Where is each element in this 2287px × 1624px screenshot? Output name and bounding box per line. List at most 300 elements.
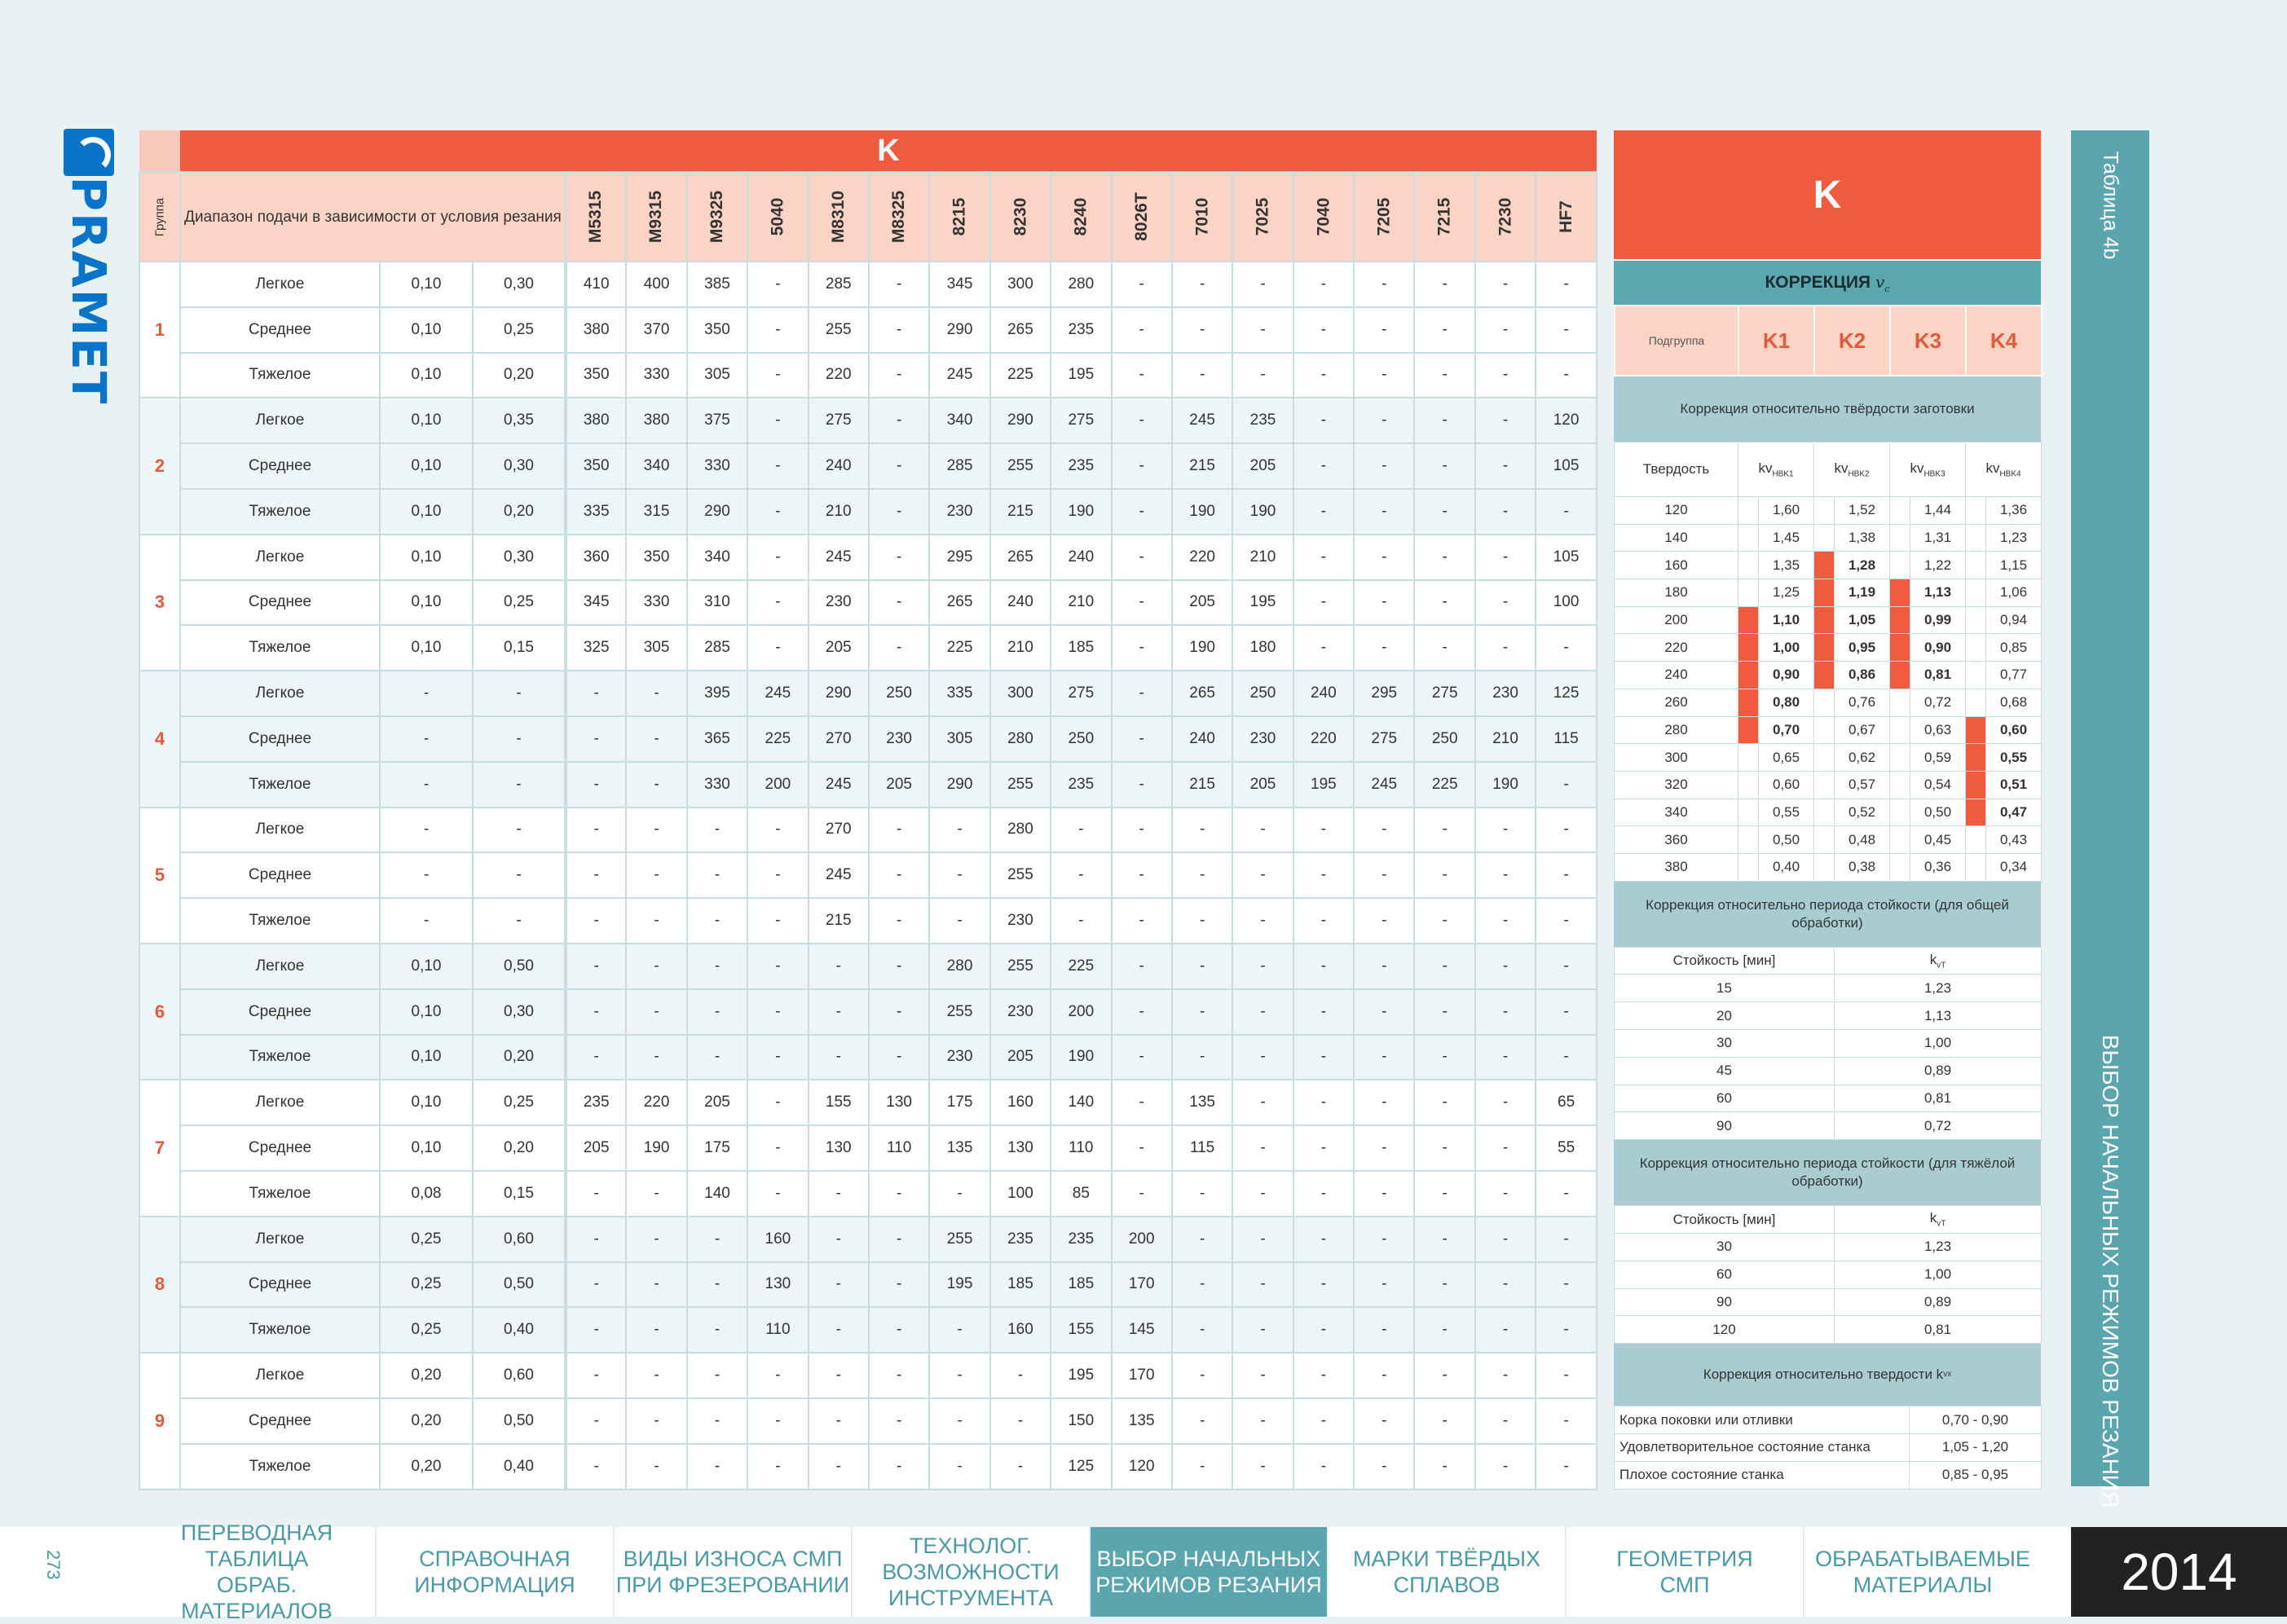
speed-cell: - bbox=[1172, 1035, 1232, 1080]
kv-value: 1,36 bbox=[1986, 497, 2042, 525]
table-header-row bbox=[1615, 947, 2042, 975]
table-row bbox=[139, 898, 1597, 944]
speed-cell: 235 bbox=[1232, 398, 1293, 443]
speed-cell: - bbox=[1354, 443, 1414, 489]
range-marker bbox=[1814, 606, 1835, 634]
kv-value: 1,23 bbox=[1986, 524, 2042, 552]
nav-tab[interactable]: ТЕХНОЛОГ. ВОЗМОЖНОСТИ ИНСТРУМЕНТА bbox=[882, 1534, 1060, 1610]
kv-value: 0,95 bbox=[1835, 634, 1890, 662]
speed-cell: 235 bbox=[566, 1080, 626, 1125]
speed-cell: 190 bbox=[1232, 489, 1293, 535]
speed-cell: - bbox=[1536, 1262, 1597, 1308]
table-row bbox=[1615, 606, 2042, 634]
range-marker bbox=[1966, 524, 1986, 552]
nav-tab[interactable]: МАРКИ ТВЁРДЫХ СПЛАВОВ bbox=[1352, 1547, 1541, 1597]
nav-tab[interactable]: ВЫБОР НАЧАЛЬНЫХ РЕЖИМОВ РЕЗАНИЯ bbox=[1091, 1527, 1327, 1617]
speed-cell: 400 bbox=[626, 262, 686, 307]
grade-header: M8310 bbox=[809, 172, 869, 262]
speed-cell: - bbox=[1536, 262, 1597, 307]
kv-value: 0,63 bbox=[1910, 716, 1966, 744]
condition-label: Легкое bbox=[180, 808, 380, 853]
speed-cell: - bbox=[929, 1307, 989, 1353]
speed-cell: - bbox=[566, 762, 626, 808]
table-row bbox=[1615, 1085, 2042, 1112]
speed-cell: - bbox=[1536, 1444, 1597, 1490]
speed-cell: - bbox=[747, 989, 808, 1035]
speed-cell: 205 bbox=[1172, 580, 1232, 626]
feed-min: 0,10 bbox=[380, 489, 473, 535]
speed-cell: - bbox=[687, 898, 747, 944]
speed-cell: - bbox=[1354, 398, 1414, 443]
speed-cell: - bbox=[1414, 808, 1474, 853]
table-row bbox=[139, 1398, 1597, 1444]
range-marker bbox=[1738, 744, 1759, 772]
speed-cell: - bbox=[1293, 625, 1354, 671]
speed-cell: - bbox=[809, 944, 869, 989]
speed-cell: - bbox=[809, 1262, 869, 1308]
hardness-header-row bbox=[1615, 442, 2042, 497]
feed-max: - bbox=[473, 898, 566, 944]
grade-header: 7040 bbox=[1293, 172, 1354, 262]
speed-cell: - bbox=[1293, 898, 1354, 944]
speed-cell: 265 bbox=[990, 307, 1051, 353]
speed-cell: - bbox=[1293, 989, 1354, 1035]
kv-value: 0,85 bbox=[1986, 634, 2042, 662]
grade-header: M8325 bbox=[869, 172, 929, 262]
speed-cell: - bbox=[566, 808, 626, 853]
speed-cell: 190 bbox=[1051, 1035, 1111, 1080]
speed-cell: - bbox=[1475, 489, 1536, 535]
table-row bbox=[1615, 689, 2042, 716]
speed-cell: - bbox=[1232, 944, 1293, 989]
speed-cell: 245 bbox=[809, 762, 869, 808]
speed-cell: 215 bbox=[990, 489, 1051, 535]
speed-cell: - bbox=[1414, 1035, 1474, 1080]
tool-life-min: 20 bbox=[1615, 1002, 1835, 1030]
speed-cell: - bbox=[747, 852, 808, 898]
speed-cell: - bbox=[1414, 944, 1474, 989]
speed-cell: 240 bbox=[1172, 716, 1232, 762]
speed-cell: - bbox=[1172, 944, 1232, 989]
kv-value: 0,65 bbox=[1759, 744, 1814, 772]
speed-cell: - bbox=[1293, 1262, 1354, 1308]
tool-life-min: 120 bbox=[1615, 1316, 1835, 1344]
speed-cell: - bbox=[1536, 353, 1597, 398]
speed-cell: - bbox=[1112, 671, 1172, 716]
speed-cell: 235 bbox=[1051, 443, 1111, 489]
speed-cell: - bbox=[687, 1398, 747, 1444]
speed-cell: - bbox=[1414, 852, 1474, 898]
speed-cell: 200 bbox=[1051, 989, 1111, 1035]
speed-cell: 190 bbox=[1475, 762, 1536, 808]
table-row bbox=[139, 443, 1597, 489]
speed-cell: - bbox=[809, 1217, 869, 1262]
speed-cell: 205 bbox=[687, 1080, 747, 1125]
speed-cell: 265 bbox=[1172, 671, 1232, 716]
kv-value: 0,86 bbox=[1835, 662, 1890, 689]
speed-cell: 225 bbox=[747, 716, 808, 762]
kv-value: 0,55 bbox=[1986, 744, 2042, 772]
speed-cell: 310 bbox=[687, 580, 747, 626]
speed-cell: - bbox=[869, 1171, 929, 1217]
speed-cell: 330 bbox=[687, 443, 747, 489]
table-row bbox=[1615, 552, 2042, 579]
range-marker bbox=[1966, 716, 1986, 744]
speed-cell: - bbox=[566, 1307, 626, 1353]
speed-cell: - bbox=[929, 1353, 989, 1398]
speed-cell: - bbox=[1172, 808, 1232, 853]
speed-cell: - bbox=[566, 989, 626, 1035]
kv-value: 1,31 bbox=[1910, 524, 1966, 552]
speed-cell: - bbox=[1232, 808, 1293, 853]
speed-cell: - bbox=[566, 1217, 626, 1262]
speed-cell: 155 bbox=[1051, 1307, 1111, 1353]
speed-cell: - bbox=[1475, 398, 1536, 443]
hardness-value: 320 bbox=[1615, 771, 1738, 799]
condition-label: Легкое bbox=[180, 398, 380, 443]
table-row bbox=[139, 262, 1597, 307]
speed-cell: 330 bbox=[687, 762, 747, 808]
speed-cell: 230 bbox=[990, 898, 1051, 944]
range-marker bbox=[1738, 771, 1759, 799]
speed-cell: - bbox=[869, 535, 929, 580]
speed-cell: - bbox=[869, 1035, 929, 1080]
speed-cell: 200 bbox=[1112, 1217, 1172, 1262]
kv-value: 0,48 bbox=[1835, 826, 1890, 854]
kvt-value: 0,81 bbox=[1835, 1316, 2042, 1344]
grade-header: 8240 bbox=[1051, 172, 1111, 262]
tool-life-min: 45 bbox=[1615, 1057, 1835, 1085]
feed-min: 0,10 bbox=[380, 353, 473, 398]
speed-cell: - bbox=[1475, 1398, 1536, 1444]
speed-cell: - bbox=[1475, 1035, 1536, 1080]
feed-max: 0,35 bbox=[473, 398, 566, 443]
table-row bbox=[1615, 662, 2042, 689]
speed-cell: - bbox=[747, 262, 808, 307]
speed-cell: 190 bbox=[1051, 489, 1111, 535]
speed-cell: 245 bbox=[1354, 762, 1414, 808]
table-row bbox=[139, 1353, 1597, 1398]
speed-cell: - bbox=[1536, 1353, 1597, 1398]
condition-label: Тяжелое bbox=[180, 489, 380, 535]
range-marker bbox=[1890, 744, 1910, 772]
tool-life-min: 60 bbox=[1615, 1085, 1835, 1112]
speed-cell: - bbox=[626, 1444, 686, 1490]
range-marker bbox=[1738, 497, 1759, 525]
speed-cell: - bbox=[1112, 989, 1172, 1035]
range-marker bbox=[1966, 606, 1986, 634]
range-marker bbox=[1890, 771, 1910, 799]
feed-max: 0,30 bbox=[473, 535, 566, 580]
range-marker bbox=[1890, 606, 1910, 634]
speed-cell: - bbox=[869, 398, 929, 443]
kv-value: 0,60 bbox=[1759, 771, 1814, 799]
speed-cell: 255 bbox=[990, 443, 1051, 489]
speed-cell: - bbox=[1232, 1353, 1293, 1398]
speed-cell: - bbox=[626, 808, 686, 853]
speed-cell: 210 bbox=[1232, 535, 1293, 580]
feed-min: 0,10 bbox=[380, 535, 473, 580]
condition-label: Тяжелое bbox=[180, 625, 380, 671]
speed-cell: - bbox=[809, 1035, 869, 1080]
speed-cell: - bbox=[1536, 1035, 1597, 1080]
kv-value: 0,50 bbox=[1759, 826, 1814, 854]
speed-cell: 295 bbox=[929, 535, 989, 580]
grade-header: 7025 bbox=[1232, 172, 1293, 262]
speed-cell: 250 bbox=[1414, 716, 1474, 762]
speed-cell: - bbox=[626, 989, 686, 1035]
speed-cell: - bbox=[809, 1398, 869, 1444]
subgroup-k1: K1 bbox=[1738, 306, 1814, 376]
speed-cell: - bbox=[1172, 1444, 1232, 1490]
speed-cell: 350 bbox=[566, 443, 626, 489]
speed-cell: - bbox=[747, 307, 808, 353]
speed-cell: - bbox=[1414, 1080, 1474, 1125]
speed-cell: - bbox=[1354, 1080, 1414, 1125]
speed-cell: - bbox=[1293, 944, 1354, 989]
speed-cell: 175 bbox=[929, 1080, 989, 1125]
speed-cell: - bbox=[1293, 1398, 1354, 1444]
speed-cell: - bbox=[626, 1035, 686, 1080]
speed-cell: 120 bbox=[1536, 398, 1597, 443]
kv-header: $kv_{HBK3}$ bbox=[1890, 442, 1966, 497]
speed-cell: 330 bbox=[626, 353, 686, 398]
kv-header: $kv_{HBK4}$ bbox=[1966, 442, 2042, 497]
speed-cell: - bbox=[687, 1353, 747, 1398]
kvt-value: 0,72 bbox=[1835, 1112, 2042, 1140]
speed-cell: 210 bbox=[990, 625, 1051, 671]
speed-cell: - bbox=[1414, 535, 1474, 580]
kvt-value: 1,23 bbox=[1835, 975, 2042, 1002]
speed-cell: 345 bbox=[566, 580, 626, 626]
speed-cell: - bbox=[1475, 1262, 1536, 1308]
speed-cell: 300 bbox=[990, 671, 1051, 716]
kv-value: 0,43 bbox=[1986, 826, 2042, 854]
feed-max: 0,20 bbox=[473, 353, 566, 398]
nav-tab[interactable]: ОБРАБАТЫВАЕМЫЕ МАТЕРИАЛЫ bbox=[1815, 1547, 2030, 1597]
speed-cell: - bbox=[1354, 944, 1414, 989]
table-row bbox=[1615, 579, 2042, 607]
speed-cell: - bbox=[626, 944, 686, 989]
speed-cell: - bbox=[626, 852, 686, 898]
speed-cell: 120 bbox=[1112, 1444, 1172, 1490]
grade-header: 7010 bbox=[1172, 172, 1232, 262]
range-marker bbox=[1814, 744, 1835, 772]
kv-value: 1,45 bbox=[1759, 524, 1814, 552]
kv-value: 0,77 bbox=[1986, 662, 2042, 689]
speed-cell: - bbox=[747, 535, 808, 580]
table-row bbox=[139, 307, 1597, 353]
feed-max: 0,40 bbox=[473, 1307, 566, 1353]
speed-cell: 115 bbox=[1172, 1125, 1232, 1171]
nav-tab[interactable]: ПЕРЕВОДНАЯ ТАБЛИЦА ОБРАБ. МАТЕРИАЛОВ bbox=[180, 1521, 333, 1623]
speed-cell: - bbox=[1172, 1353, 1232, 1398]
speed-cell: 265 bbox=[929, 580, 989, 626]
table-row bbox=[139, 716, 1597, 762]
table-row bbox=[139, 489, 1597, 535]
kvt-column-header: $k_{vT}$ bbox=[1835, 1206, 2042, 1234]
kvt-value: 1,23 bbox=[1835, 1234, 2042, 1261]
speed-cell: - bbox=[1112, 944, 1172, 989]
speed-cell: - bbox=[1414, 580, 1474, 626]
speed-cell: 335 bbox=[929, 671, 989, 716]
grade-header: M9325 bbox=[687, 172, 747, 262]
speed-cell: - bbox=[869, 1353, 929, 1398]
feed-max: 0,30 bbox=[473, 989, 566, 1035]
grade-header: 5040 bbox=[747, 172, 808, 262]
speed-cell: - bbox=[747, 1171, 808, 1217]
nav-tab[interactable]: ГЕОМЕТРИЯ СМП bbox=[1616, 1547, 1753, 1597]
kvx-range: 1,05 - 1,20 bbox=[1910, 1433, 2042, 1461]
speed-cell: 230 bbox=[990, 989, 1051, 1035]
speed-cell: 130 bbox=[990, 1125, 1051, 1171]
catalog-year: 2014 bbox=[2071, 1527, 2287, 1617]
table-row bbox=[1615, 799, 2042, 826]
condition-description: Плохое состояние станка bbox=[1615, 1461, 1910, 1489]
grade-header: HF7 bbox=[1536, 172, 1597, 262]
speed-cell: 110 bbox=[747, 1307, 808, 1353]
speed-cell: 210 bbox=[1475, 716, 1536, 762]
grade-header: 8026T bbox=[1112, 172, 1172, 262]
table-row bbox=[139, 989, 1597, 1035]
speed-cell: - bbox=[747, 898, 808, 944]
speed-cell: - bbox=[566, 1262, 626, 1308]
subgroup-k2: K2 bbox=[1814, 306, 1890, 376]
speed-cell: 190 bbox=[1172, 625, 1232, 671]
kv-value: 0,50 bbox=[1910, 799, 1966, 826]
speed-cell: 100 bbox=[990, 1171, 1051, 1217]
speed-cell: - bbox=[1414, 1398, 1474, 1444]
speed-cell: - bbox=[1293, 535, 1354, 580]
speed-cell: - bbox=[1475, 1125, 1536, 1171]
speed-cell: - bbox=[1112, 443, 1172, 489]
range-marker bbox=[1814, 634, 1835, 662]
range-marker bbox=[1890, 853, 1910, 881]
range-marker bbox=[1814, 662, 1835, 689]
range-marker bbox=[1738, 579, 1759, 607]
kv-value: 0,38 bbox=[1835, 853, 1890, 881]
speed-cell: 170 bbox=[1112, 1262, 1172, 1308]
kv-value: 1,38 bbox=[1835, 524, 1890, 552]
feed-min: - bbox=[380, 671, 473, 716]
speed-cell: - bbox=[1414, 625, 1474, 671]
kv-value: 0,47 bbox=[1986, 799, 2042, 826]
speed-cell: 180 bbox=[1232, 625, 1293, 671]
speed-cell: 240 bbox=[1051, 535, 1111, 580]
hardness-k-table bbox=[1614, 1406, 2042, 1489]
speed-cell: - bbox=[1354, 489, 1414, 535]
group-number: 1 bbox=[139, 262, 180, 398]
kv-value: 0,62 bbox=[1835, 744, 1890, 772]
speed-cell: - bbox=[1232, 1262, 1293, 1308]
kv-value: 0,81 bbox=[1910, 662, 1966, 689]
speed-cell: - bbox=[869, 944, 929, 989]
speed-cell: 295 bbox=[1354, 671, 1414, 716]
life-general-table bbox=[1614, 947, 2042, 1141]
condition-label: Среднее bbox=[180, 989, 380, 1035]
range-marker bbox=[1814, 497, 1835, 525]
speed-cell: - bbox=[990, 1353, 1051, 1398]
speed-cell: - bbox=[1414, 443, 1474, 489]
range-marker bbox=[1738, 716, 1759, 744]
speed-cell: - bbox=[1172, 898, 1232, 944]
subgroup-header bbox=[1614, 305, 2042, 376]
speed-cell: - bbox=[566, 671, 626, 716]
hardness-column-header: Твердость bbox=[1615, 442, 1738, 497]
speed-cell: 130 bbox=[869, 1080, 929, 1125]
speed-cell: 170 bbox=[1112, 1353, 1172, 1398]
speed-cell: 255 bbox=[990, 944, 1051, 989]
range-marker bbox=[1890, 799, 1910, 826]
nav-tab[interactable]: ВИДЫ ИЗНОСА СМП ПРИ ФРЕЗЕРОВАНИИ bbox=[615, 1547, 850, 1597]
speed-cell: - bbox=[869, 489, 929, 535]
speed-cell: - bbox=[1232, 1171, 1293, 1217]
range-marker bbox=[1966, 689, 1986, 716]
speed-cell: 280 bbox=[929, 944, 989, 989]
hardness-value: 380 bbox=[1615, 853, 1738, 881]
speed-cell: 235 bbox=[1051, 762, 1111, 808]
range-marker bbox=[1966, 799, 1986, 826]
kv-header: $kv_{HBK2}$ bbox=[1814, 442, 1890, 497]
speed-cell: 230 bbox=[809, 580, 869, 626]
feed-max: - bbox=[473, 716, 566, 762]
speed-cell: 275 bbox=[1051, 671, 1111, 716]
feed-min: 0,25 bbox=[380, 1262, 473, 1308]
kv-value: 0,90 bbox=[1759, 662, 1814, 689]
speed-cell: 160 bbox=[747, 1217, 808, 1262]
speed-cell: - bbox=[1112, 852, 1172, 898]
speed-cell: - bbox=[1354, 262, 1414, 307]
kv-value: 1,52 bbox=[1835, 497, 1890, 525]
speed-cell: - bbox=[1112, 762, 1172, 808]
group-number: 3 bbox=[139, 535, 180, 671]
feed-min: 0,10 bbox=[380, 1080, 473, 1125]
speed-cell: 105 bbox=[1536, 535, 1597, 580]
kv-value: 1,15 bbox=[1986, 552, 2042, 579]
speed-cell: 135 bbox=[1172, 1080, 1232, 1125]
speed-cell: - bbox=[1536, 1307, 1597, 1353]
speed-cell: - bbox=[929, 852, 989, 898]
speed-cell: - bbox=[1475, 625, 1536, 671]
speed-cell: - bbox=[869, 1307, 929, 1353]
speed-cell: - bbox=[1112, 580, 1172, 626]
kv-value: 1,25 bbox=[1759, 579, 1814, 607]
speed-cell: 300 bbox=[990, 262, 1051, 307]
range-marker bbox=[1814, 524, 1835, 552]
range-marker bbox=[1814, 771, 1835, 799]
speed-cell: - bbox=[869, 1444, 929, 1490]
nav-tab[interactable]: СПРАВОЧНАЯ ИНФОРМАЦИЯ bbox=[414, 1547, 575, 1597]
speed-cell: - bbox=[1293, 1307, 1354, 1353]
speed-cell: - bbox=[1172, 1398, 1232, 1444]
speed-cell: 230 bbox=[929, 489, 989, 535]
life-general-title: Коррекция относительно периода стойкости (для общей обработки) bbox=[1614, 882, 2041, 947]
speed-cell: - bbox=[747, 353, 808, 398]
speed-cell: - bbox=[1354, 898, 1414, 944]
grade-header: M9315 bbox=[626, 172, 686, 262]
speed-cell: 205 bbox=[809, 625, 869, 671]
condition-description: Корка поковки или отливки bbox=[1615, 1406, 1910, 1434]
speed-cell: - bbox=[1536, 989, 1597, 1035]
speed-cell: 195 bbox=[1051, 1353, 1111, 1398]
speed-cell: - bbox=[869, 580, 929, 626]
speed-cell: 235 bbox=[990, 1217, 1051, 1262]
table-row bbox=[1615, 1234, 2042, 1261]
condition-label: Среднее bbox=[180, 580, 380, 626]
table-row bbox=[1615, 1261, 2042, 1288]
speed-cell: 155 bbox=[809, 1080, 869, 1125]
speed-cell: 140 bbox=[1051, 1080, 1111, 1125]
